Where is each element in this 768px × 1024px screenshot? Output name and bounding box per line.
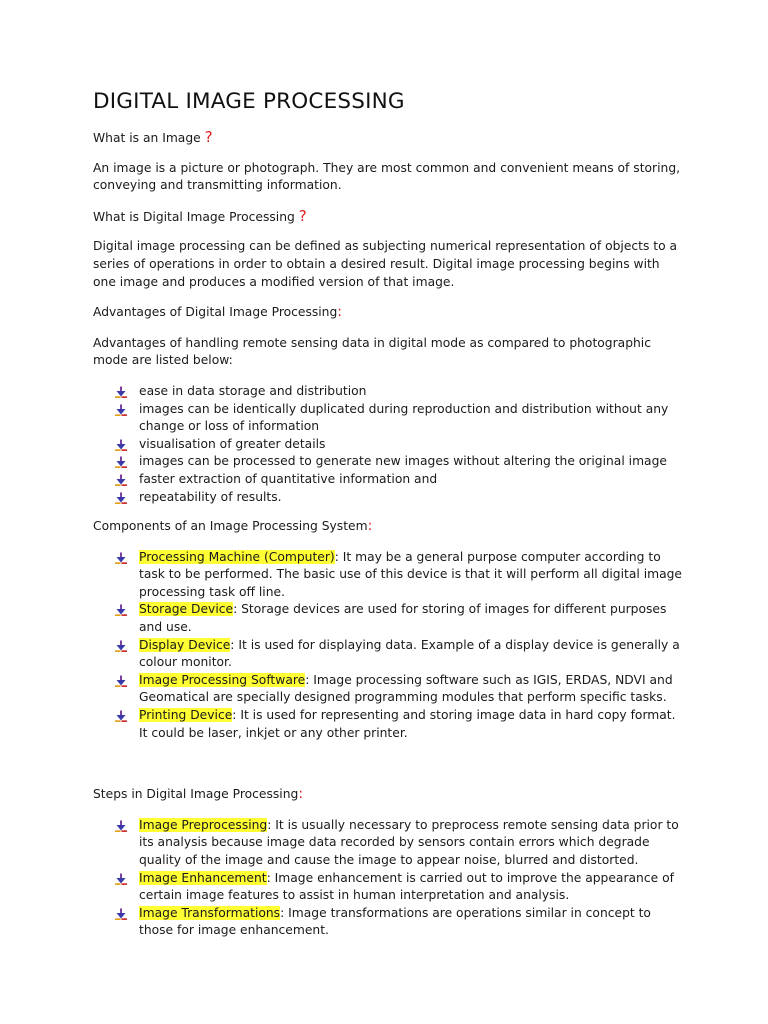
list-item [139,601,683,636]
advantages-list [93,383,683,506]
arrow-bullet-icon [115,492,127,504]
spacer [93,754,683,786]
highlighted-term: Image Preprocessing [139,817,268,832]
list-item [139,549,683,602]
question-mark: ? [204,128,213,146]
list-item: repeatability of results. [139,489,683,507]
highlighted-term: Processing Machine (Computer) [139,549,335,564]
question-text: What is Digital Image Processing [93,209,295,224]
heading-colon: : [367,518,373,535]
components-heading [93,518,683,536]
question-text: What is an Image [93,131,201,145]
arrow-bullet-icon [115,439,127,451]
term-description: : It is used for displaying data. Example of a display device is generally a colour monitor. [139,637,680,670]
heading-text: Advantages of Digital Image Processing [93,305,338,320]
list-item [139,870,683,905]
question-what-is-dip [93,208,683,227]
highlighted-term: Image Transformations [139,905,281,920]
advantages-heading [93,304,683,322]
term-description: : Image enhancement is carried out to improve the appearance of certain image features to assist in human interpretation and analysis. [139,870,674,903]
document-body [93,88,683,952]
list-item [139,672,683,707]
term-description: : Image processing software such as IGIS, ERDAS, NDVI and Geomatical are specially designed programming modules that perform specific tasks. [139,672,673,705]
list-item [139,707,683,742]
highlighted-term: Image Enhancement [139,870,267,885]
advantages-intro: Advantages of handling remote sensing data in digital mode as compared to photographic mode are listed below: [93,335,651,368]
list-item [139,905,683,940]
list-item: ease in data storage and distribution [139,383,683,401]
arrow-bullet-icon [115,710,127,722]
arrow-bullet-icon [115,873,127,885]
arrow-bullet-icon [115,604,127,616]
heading-text: Steps in Digital Image Processing [93,787,299,802]
list-item: images can be processed to generate new images without altering the original image [139,453,683,471]
steps-heading [93,786,683,804]
term-description: : Storage devices are used for storing of images for different purposes and use. [139,602,667,635]
question-what-is-image [93,129,683,148]
list-item: images can be identically duplicated during reproduction and distribution without any change or loss of information [139,401,683,436]
list-item [139,817,683,870]
steps-list [93,817,683,940]
arrow-bullet-icon [115,404,127,416]
arrow-bullet-icon [115,456,127,468]
arrow-bullet-icon [115,474,127,486]
arrow-bullet-icon [115,908,127,920]
arrow-bullet-icon [115,386,127,398]
list-item: faster extraction of quantitative information and [139,471,683,489]
term-description: : It is usually necessary to preprocess remote sensing data prior to its analysis because image data recorded by sensors contain errors which degrade quality of the image and cause the image to appear noise, blurred and distorted. [139,817,679,867]
arrow-bullet-icon [115,820,127,832]
question-mark: ? [298,206,307,225]
answer-what-is-image: An image is a picture or photograph. They are most common and convenient means of storing, conveying and transmitting information. [93,160,681,193]
document-title: DIGITAL IMAGE PROCESSING [93,89,405,114]
answer-what-is-dip: Digital image processing can be defined as subjecting numerical representation of objects to a series of operations in order to obtain a desired result. Digital image processing begins with one image and produces a modified version of that image. [93,239,678,289]
heading-text: Components of an Image Processing System [93,519,368,534]
arrow-bullet-icon [115,675,127,687]
highlighted-term: Display Device [139,637,231,652]
list-item: visualisation of greater details [139,436,683,454]
list-item [139,637,683,672]
arrow-bullet-icon [115,552,127,564]
term-description: : Image transformations are operations similar in concept to those for image enhancement. [139,905,651,938]
term-description: : It may be a general purpose computer according to task to be performed. The basic use of this device is that it will perform all digital image processing task off line. [139,549,682,599]
components-list [93,549,683,743]
heading-colon: : [337,304,343,321]
highlighted-term: Printing Device [139,708,233,723]
highlighted-term: Image Processing Software [139,672,306,687]
heading-colon: : [298,786,304,803]
highlighted-term: Storage Device [139,602,234,617]
term-description: : It is used for representing and storing image data in hard copy format. It could be laser, inkjet or any other printer. [139,708,676,740]
arrow-bullet-icon [115,640,127,652]
